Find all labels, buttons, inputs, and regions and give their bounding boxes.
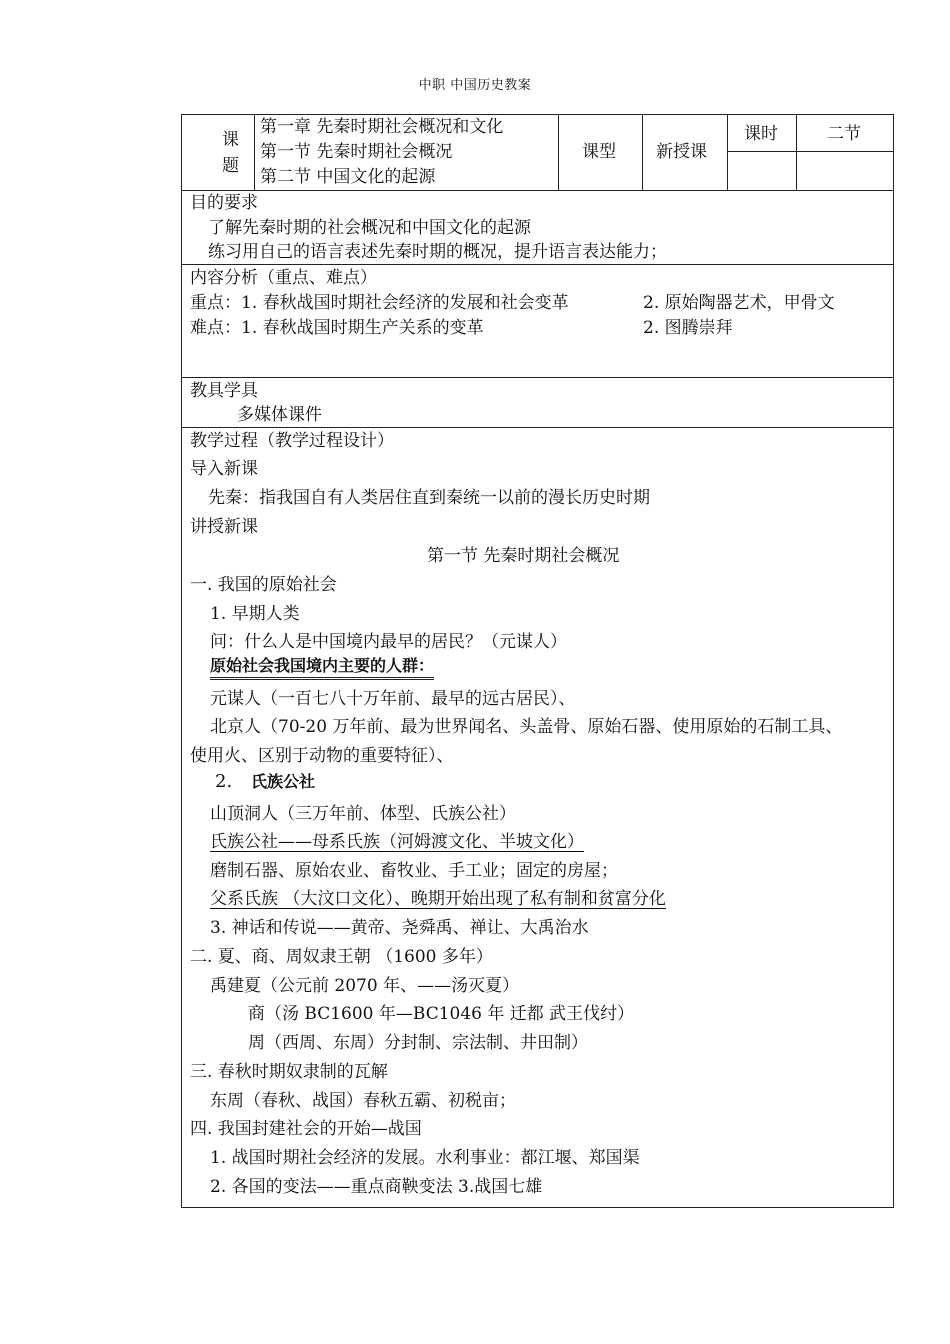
shandingdong-line: 山顶洞人（三万年前、体型、氏族公社） bbox=[210, 804, 516, 824]
process-title: 教学过程（教学过程设计） bbox=[190, 431, 394, 451]
section-1-2-number: 2. bbox=[215, 771, 233, 792]
section-1-2-title: 氏族公社 bbox=[251, 772, 316, 791]
divider bbox=[181, 190, 894, 191]
analysis-title: 内容分析（重点、难点） bbox=[190, 268, 377, 288]
objectives-title: 目的要求 bbox=[190, 193, 258, 213]
objective-line-2: 练习用自己的语言表述先秦时期的概况，提升语言表达能力； bbox=[208, 242, 667, 262]
key-point-right: 2. 原始陶器艺术，甲骨文 bbox=[643, 293, 835, 313]
section-4-2: 2. 各国的变法——重点商鞅变法 3.战国七雄 bbox=[210, 1177, 543, 1197]
divider bbox=[254, 114, 255, 190]
section-2: 二. 夏、商、周奴隶王朝 （1600 多年） bbox=[190, 947, 493, 967]
yuanmou-line: 元谋人（一百七八十万年前、最早的远古居民）、 bbox=[210, 689, 576, 709]
section-title: 第一节 先秦时期社会概况 bbox=[427, 546, 620, 566]
section-1-3: 3. 神话和传说——黄帝、尧舜禹、禅让、大禹治水 bbox=[210, 918, 589, 938]
topic-line-1: 第一章 先秦时期社会概况和文化 bbox=[260, 117, 504, 137]
class-hours-label: 课时 bbox=[744, 124, 778, 144]
beijing-line-2: 使用火、区别于动物的重要特征）、 bbox=[190, 746, 454, 766]
intro-text: 先秦：指我国自有人类居住直到秦统一以前的漫长历史时期 bbox=[208, 488, 650, 508]
beijing-line-1: 北京人（70-20 万年前、最为世界闻名、头盖骨、原始石器、使用原始的石制工具、 bbox=[210, 717, 843, 737]
divider bbox=[181, 377, 894, 378]
intro-heading: 导入新课 bbox=[190, 459, 258, 479]
topic-line-3: 第二节 中国文化的起源 bbox=[260, 167, 436, 187]
topic-label-1: 课 bbox=[222, 130, 239, 150]
class-hours-value: 二节 bbox=[827, 124, 861, 144]
section-3: 三. 春秋时期奴隶制的瓦解 bbox=[190, 1062, 388, 1082]
page-header: 中职 中国历史教案 bbox=[418, 78, 532, 93]
objective-line-1: 了解先秦时期的社会概况和中国文化的起源 bbox=[208, 218, 531, 238]
zhou-line: 周（西周、东周）分封制、宗法制、井田制） bbox=[248, 1033, 588, 1053]
difficulty-right: 2. 图腾崇拜 bbox=[643, 318, 733, 338]
divider bbox=[727, 151, 894, 152]
patriarchal-line: 父系氏族 （大汶口文化）、晚期开始出现了私有制和贫富分化 bbox=[210, 889, 666, 909]
divider bbox=[796, 114, 797, 190]
section-4: 四. 我国封建社会的开始—战国 bbox=[190, 1119, 422, 1139]
main-groups-heading: 原始社会我国境内主要的人群： bbox=[210, 656, 434, 680]
lesson-type-value: 新授课 bbox=[656, 142, 707, 162]
shang-line: 商（汤 BC1600 年—BC1046 年 迁都 武王伐纣） bbox=[248, 1004, 635, 1024]
section-1-1: 1. 早期人类 bbox=[210, 604, 300, 624]
polished-stone-line: 磨制石器、原始农业、畜牧业、手工业；固定的房屋； bbox=[210, 861, 618, 881]
tools-title: 教具学具 bbox=[190, 381, 258, 401]
section-1: 一. 我国的原始社会 bbox=[190, 575, 337, 595]
divider bbox=[558, 114, 559, 190]
tools-value: 多媒体课件 bbox=[237, 405, 322, 425]
lecture-heading: 讲授新课 bbox=[190, 517, 258, 537]
lesson-type-label: 课型 bbox=[582, 142, 616, 162]
key-point-left: 重点：1. 春秋战国时期社会经济的发展和社会变革 bbox=[190, 293, 569, 313]
divider bbox=[727, 114, 728, 190]
difficulty-left: 难点：1. 春秋战国时期生产关系的变革 bbox=[190, 318, 484, 338]
question-1: 问：什么人是中国境内最早的居民？（元谋人） bbox=[210, 632, 567, 652]
divider bbox=[181, 427, 894, 428]
section-4-1: 1. 战国时期社会经济的发展。水利事业：都江堰、郑国渠 bbox=[210, 1148, 640, 1168]
topic-label-2: 题 bbox=[222, 156, 239, 176]
matriarchal-line: 氏族公社——母系氏族（河姆渡文化、半坡文化） bbox=[210, 832, 584, 852]
divider bbox=[181, 264, 894, 265]
topic-line-2: 第一节 先秦时期社会概况 bbox=[260, 142, 453, 162]
xia-line: 禹建夏（公元前 2070 年、——汤灭夏） bbox=[210, 976, 520, 996]
divider bbox=[642, 114, 643, 190]
dongzhou-line: 东周（春秋、战国）春秋五霸、初税亩； bbox=[210, 1091, 516, 1111]
